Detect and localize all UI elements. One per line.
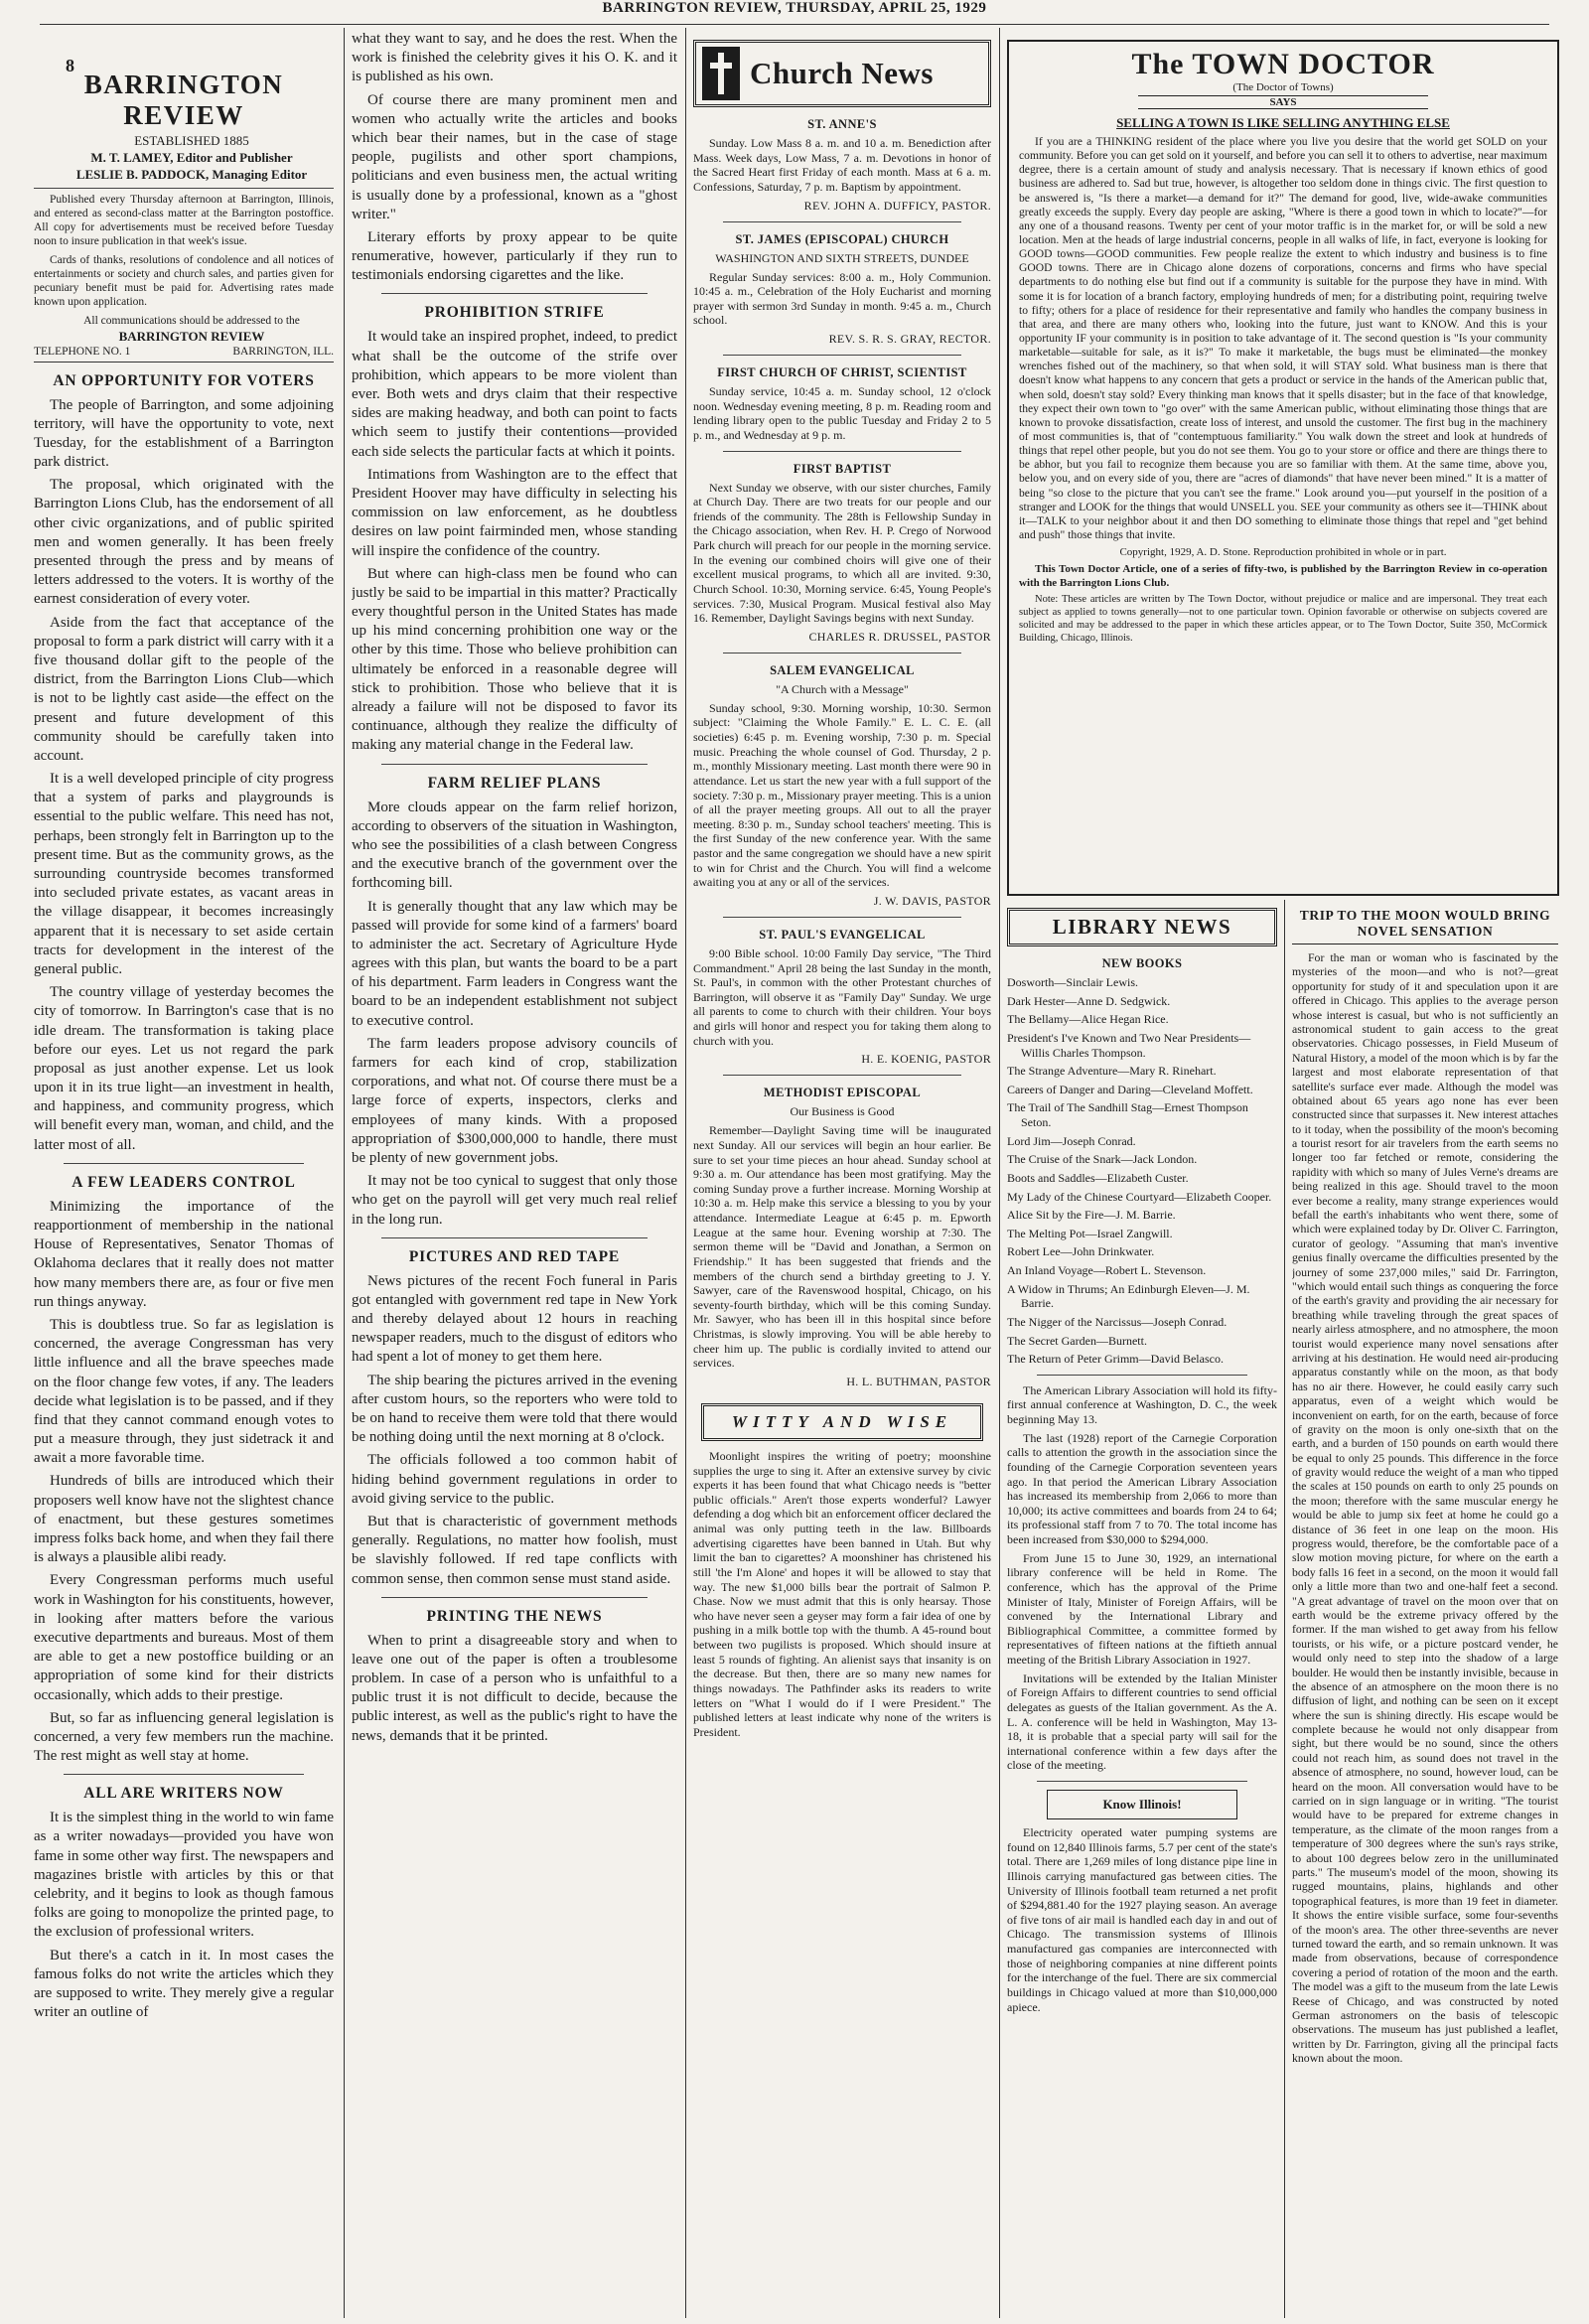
column-3-church-news [693, 40, 991, 2318]
book-item: Alice Sit by the Fire—J. M. Barrie. [1007, 1208, 1176, 1223]
page-number: 8 [66, 56, 74, 75]
book-item: An Inland Voyage—Robert L. Stevenson. [1007, 1263, 1207, 1277]
divider [381, 1597, 648, 1598]
church-pastor: H. E. KOENIG, PASTOR [861, 1052, 991, 1067]
church-title: FIRST BAPTIST [793, 461, 892, 476]
book-item: The Strange Adventure—Mary R. Rinehart. [1007, 1064, 1217, 1079]
church-pastor: CHARLES R. DRUSSEL, PASTOR [808, 629, 991, 644]
article-paragraph: It is generally thought that any law which may be passed will provide for some kind of a farmers' board to administer the act. Secretary of Agriculture Hyde agrees with this plan, but wants the board to be a part of his department. Farm leaders in Congress want the board to be an independent establishment not subject to executive control. [352, 898, 677, 1029]
article-paragraph: It may not be too cynical to suggest that only those who get on the payroll will get very much real relief in the long run. [352, 1173, 677, 1228]
book-item: The Cruise of the Snark—Jack London. [1007, 1152, 1198, 1167]
column-rule [685, 28, 686, 2318]
book-item: The Secret Garden—Burnett. [1007, 1333, 1147, 1348]
column-2 [352, 30, 677, 2318]
article-paragraph: The farm leaders propose advisory councils of farmers for each kind of crop, stabilization corporations, and what not. Of course there must be a large force of experts, inspectors, clerks and employees of many kinds. With a proposed appropriation of $300,000,000 to handle, there must be plenty of new government jobs. [352, 1035, 677, 1166]
book-item: Dark Hester—Anne D. Sedgwick. [1007, 993, 1171, 1008]
book-item: Robert Lee—John Drinkwater. [1007, 1244, 1155, 1259]
church-subtitle: Our Business is Good [790, 1104, 895, 1119]
town-doctor-box [1007, 40, 1559, 896]
address-note: All communications should be addressed to the [83, 314, 300, 327]
phone: TELEPHONE NO. 1 [34, 345, 131, 358]
contact-line [34, 346, 334, 358]
book-item: A Widow in Thrums; An Edinburgh Eleven—J. M. Barrie. [1007, 1281, 1250, 1311]
church-title: SALEM EVANGELICAL [770, 662, 915, 677]
divider [381, 293, 648, 294]
article-paragraph: It is the simplest thing in the world to win fame as a writer nowadays—provided you have won fame in some other way first. The newspapers and magazines bristle with articles by this or that celebrity, and it begins to look as though famous folks are going to monopolize the printed page, to the exclusion of professional writers. [34, 1810, 334, 1941]
book-item: Dosworth—Sinclair Lewis. [1007, 975, 1138, 989]
book-item: Lord Jim—Joseph Conrad. [1007, 1133, 1136, 1148]
masthead-editor: M. T. LAMEY, Editor and Publisher [90, 149, 293, 165]
article-title: A FEW LEADERS CONTROL [72, 1173, 296, 1191]
article-title: PROHIBITION STRIFE [424, 304, 605, 322]
article-paragraph: Intimations from Washington are to the effect that President Hoover may have difficulty in selecting his commission on law enforcement, as he doubtless desires on law point fairminded men, whose standing will inspire the confidence of the country. [352, 466, 677, 559]
book-item: Careers of Danger and Daring—Cleveland Moffett. [1007, 1082, 1253, 1096]
article-paragraph: what they want to say, and he does the rest. When the work is finished the celebrity gives it his O. K. and it is published as his own. [352, 31, 677, 85]
church-text: 9:00 Bible school. 10:00 Family Day service, "The Third Commandment." April 28 being the last Sunday in the month, St. Paul's, in common with the other Protestant churches of Barrington, will observe it as "Family Day" Sunday. We urge all parents to come to church with their children. Your boys and girls will honor and respect you for taking them along to church with you. [693, 945, 991, 1048]
article-paragraph: Aside from the fact that acceptance of the proposal to form a park district will carry with it a five thousand dollar gift to the people of the district, from the Barrington Lions Club—which is not to be lightly cast aside—the effect on the present and future development of this community should be carefully taken into account. [34, 614, 334, 764]
masthead-established: ESTABLISHED 1885 [134, 133, 249, 148]
article-paragraph: But there's a catch in it. In most cases the famous folks do not write the articles which they are supposed to write. They merely give a regular writer an outline of [34, 1947, 334, 2021]
column-4-library-news [1007, 908, 1277, 2318]
town-doctor-title: The TOWN DOCTOR [1131, 48, 1435, 80]
masthead-title: BARRINGTON REVIEW [83, 70, 284, 130]
witty-title: WITTY AND WISE [731, 1411, 953, 1431]
cross-icon [702, 47, 740, 100]
masthead [34, 70, 334, 363]
library-paragraph: The American Library Association will hold its fifty-first annual conference at Washington, D. C., the week beginning May 13. [1007, 1382, 1277, 1426]
church-text: Remember—Daylight Saving time will be inaugurated next Sunday. All our services will begin an hour earlier. Be sure to set your time pieces an hour ahead. Sunday school at 9:30 a. m. Our attendance has been most gratifying. May the coming Sunday prove a further increase. Morning Worship at 10:30 a. m. Help make this service a blessing to you by your attendance. Intermediate League at 6:45 p. m. Epworth League at the same hour. Evening worship at 7:30. The sermon theme will be "David and Jonathan, a Sermon on Friendship." It has been suggested that friends and the members of the church send a birthday greeting to J. Y. Sawyer, care of the Ravenswood hospital, Chicago, on his seventy-fourth birthday, which will be this coming Sunday. Mr. Sawyer, who has been ill in this hospital since before Christmas, is slowly improving. You will be able hereby to cheer him up. The public is cordially invited to attend our services. [693, 1123, 991, 1371]
illinois-text: Electricity operated water pumping systems are found on 12,840 Illinois farms, 5.7 per cent of the state's total. There are 1,269 miles of long distance pipe line in Illinois carrying manufactured gas between cities. The University of Illinois football team returned a net profit of $294,881.40 for the 1927 playing season. An average of five tons of air mail is handled each day in and out of Chicago. The transmission systems of Illinois manufactured gas companies are interconnected with those of neighboring companies at nine different points for the interchange of the fuel. There are six commercial buildings in Chicago valued at more than $10,000,000 apiece. [1007, 1825, 1277, 2014]
town-doctor-headline: SELLING A TOWN IS LIKE SELLING ANYTHING ELSE [1116, 115, 1450, 130]
library-title: LIBRARY NEWS [1052, 915, 1232, 939]
illinois-title: Know Illinois! [1102, 1797, 1182, 1812]
library-paragraph: From June 15 to June 30, 1929, an international library conference will be held in Rome. The conference, which has the approval of the Prime Minister of Italy, Minister of Foreign Affairs, will be convened by the International Library and Bibliographical Committee, a committee formed by representatives of fifteen nations at the fiftieth annual meeting of the British Library Association in 1927. [1007, 1550, 1277, 1667]
column-rule [999, 28, 1000, 2318]
church-text: Sunday school, 9:30. Morning worship, 10:30. Sermon subject: "Claiming the Whole Family." E. L. C. E. (all societies) 6:45 p. m. Evening worship, 7:30 p. m. Special music. Preaching the whole counsel of God. Thursday, 2 p. m., monthly Missionary meeting. Last month there were 90 in attendance. Let us start the new year with a full support of the society. 7:30 p. m., Missionary prayer meeting. This is a union of all the prayer meeting groups. All out to all the prayer meeting. 8:30 p. m., Sunday school teachers' meeting. This is the first Sunday of the new conference year. With the same pastor and the same congregation we should have a new spirit to win for Christ and the Church. You will find a welcome awaiting you at any or all of the services. [693, 700, 991, 890]
town-doctor-says: SAYS [1138, 95, 1428, 109]
witty-text: Moonlight inspires the writing of poetry; moonshine supplies the urge to sing it. After an extensive survey by civic experts it has been found that what Chicago needs is "better public officials." Aren't those experts wonderful? Lawyer defending a dog which bit an enforcement officer declared the animal was only putting teeth in the law. Billboards advertising cigarettes have been banned in Utah. But why limit the ban to cigarettes? A moonshiner has christened his still 'the I'm Alone' and hopes it will be allowed to stay that way. The new $1,000 bills bear the portrait of Salmon P. Chase. Now we must admit that this is only hearsay. Those who have never seen a geyser may form a fair idea of one by pushing in a milk bottle top with the thumb. A 45-round bout between two pugilists is proposed. Which should insure at least 5 rounds of fighting. An alienist says that insanity is on the decrease. But then, there are so many new names for things nowadays. The Pathfinder asks its readers to write letters on "What I would do if I were President." The published letters at least indicate why none of the writers is President. [693, 1448, 991, 1739]
church-news-header [693, 40, 991, 107]
divider [381, 1237, 648, 1238]
article-paragraph: But, so far as influencing general legislation is concerned, a very few members run the machine. The rest might as well stay at home. [34, 1709, 334, 1765]
divider [1037, 1375, 1247, 1376]
church-text: Regular Sunday services: 8:00 a. m., Holy Communion. 10:45 a. m., Celebration of the Holy Eucharist and morning prayer with sermon 3rd Sunday in month. 9:45 a. m., Church school. [693, 269, 991, 328]
column-5-moon-article [1292, 908, 1558, 2318]
notices-note: Cards of thanks, resolutions of condolence and all notices of entertainments or society and church sales, and parties given for pecuniary benefit must be paid for. Advertising rates made known upon application. [34, 253, 334, 309]
article-paragraph: But that is characteristic of government methods generally. Regulations, no matter how foolish, must be slavishly followed. If red tape conflicts with common sense, then common sense must stand aside. [352, 1513, 677, 1587]
article-paragraph: The country village of yesterday becomes the city of tomorrow. In Barrington's case that is no idle dream. The transformation is taking place before our eyes. Let us not regard the park proposal as just another expense. Let us look upon it in its true light—an investment in health, and happiness, and community progress, which will benefit every man, woman, and child, and the latter most of all. [34, 984, 334, 1153]
book-item: Boots and Saddles—Elizabeth Custer. [1007, 1170, 1189, 1185]
divider [64, 1774, 304, 1775]
article-title: ALL ARE WRITERS NOW [83, 1785, 284, 1803]
article-paragraph: The people of Barrington, and some adjoining territory, will have the opportunity to vote, next Tuesday, for the establishment of a Barrington park district. [34, 396, 334, 471]
divider [723, 917, 961, 918]
church-pastor: J. W. DAVIS, PASTOR [873, 893, 991, 908]
book-item: The Trail of The Sandhill Stag—Ernest Thompson Seton. [1007, 1100, 1248, 1129]
article-paragraph: It would take an inspired prophet, indeed, to predict what shall be the outcome of the strife over prohibition, which appears to be more violent than ever. Both wets and drys claim that their respective sides are making headway, and both can point to facts which seem to justify their contentions—provided each side selects the particular facts at which it points. [352, 329, 677, 460]
article-paragraph: Minimizing the importance of the reapportionment of membership in the national House of Representatives, Senator Thomas of Oklahoma declares that it really does not matter how many members there are, as four or five men run things anyway. [34, 1198, 334, 1310]
church-title: METHODIST EPISCOPAL [763, 1086, 922, 1100]
article-title: PRINTING THE NEWS [426, 1607, 603, 1625]
masthead-managing-editor: LESLIE B. PADDOCK, Managing Editor [75, 166, 308, 182]
divider [723, 221, 961, 222]
church-text: Next Sunday we observe, with our sister churches, Family at Church Day. There are two treats for our people and our friends of the community. The 28th is Fellowship Sunday in the Chicago association, when Rev. H. P. Crego of Norwood Park church will preach for our people in the morning service. In the evening our combined choirs will give one of their excellent musical programs, to which all are invited. 9:30, Church School. 10:30, Morning service. 6:45, Young People's services. 7:30, Musical Program. Musical festival also May 16. Remember, Daylight Savings begins with next Sunday. [693, 480, 991, 626]
article-paragraph: But where can high-class men be found who can justly be said to be impartial in this matter? Practically every thoughtful person in the United States has made up his mind concerning prohibition one way or the other by this time. Those who believe prohibition can ultimately be enforced in a reasonable degree will stick to prohibition. Those who believe that it is already a failure will not be disposed to favor its continuance, although they realize the difficulty of making any material change in the Federal law. [352, 565, 677, 754]
city: BARRINGTON, ILL. [232, 345, 334, 358]
church-title: ST. PAUL'S EVANGELICAL [759, 927, 926, 942]
article-paragraph: Hundreds of bills are introduced which their proposers well know have not the slightest chance of enactment, but these gestures sometimes impress folks back home, and when they fail there is always a plausible alibi ready. [34, 1473, 334, 1566]
town-doctor-subtitle: (The Doctor of Towns) [1232, 81, 1334, 93]
book-item: My Lady of the Chinese Courtyard—Elizabeth Cooper. [1007, 1189, 1272, 1204]
page-header: BARRINGTON REVIEW, THURSDAY, APRIL 25, 1929 [602, 0, 987, 16]
church-subtitle: WASHINGTON AND SIXTH STREETS, DUNDEE [715, 250, 969, 265]
church-title: ST. JAMES (EPISCOPAL) CHURCH [735, 231, 949, 246]
book-item: The Bellamy—Alice Hegan Rice. [1007, 1012, 1169, 1027]
column-1 [34, 66, 334, 2318]
book-item: President's I've Known and Two Near Presidents—Willis Charles Thompson. [1007, 1030, 1251, 1060]
article-paragraph: News pictures of the recent Foch funeral in Paris got entangled with government red tape in New York and thereby delayed about 12 hours in reaching newspaper readers, much to the disgust of editors who had spent a lot of money to get them here. [352, 1272, 677, 1366]
town-doctor-copyright: Copyright, 1929, A. D. Stone. Reproduction prohibited in whole or in part. [1119, 546, 1447, 559]
church-pastor: REV. JOHN A. DUFFICY, PASTOR. [803, 198, 991, 213]
town-doctor-header [1019, 48, 1547, 131]
divider [723, 1075, 961, 1076]
column-rule [1284, 900, 1285, 2318]
article-paragraph: The proposal, which originated with the Barrington Lions Club, has the endorsement of all other civic organizations, and of public spirited men and women generally. It has been freely presented through the press and by means of letters addressed to the voters. It is worthy of the earnest consideration of every voter. [34, 477, 334, 608]
article-paragraph: Of course there are many prominent men and women who actually write the articles and books which bear their names, but in the case of stage people, pugilists and other sport champions, politicians and even business men, the actual writing is usually done by a professional, known as a "ghost writer." [352, 91, 677, 222]
church-pastor: H. L. BUTHMAN, PASTOR [846, 1374, 991, 1388]
article-title: AN OPPORTUNITY FOR VOTERS [53, 371, 315, 389]
divider [381, 764, 648, 765]
church-subtitle: "A Church with a Message" [776, 681, 909, 696]
article-paragraph: When to print a disagreeable story and when to leave one out of the paper is often a troublesome problem. In case of a person who is unfaithful to a public trust it is not difficult to decide, because the public interest, as well as the public's right to have the news, demands that it be printed. [352, 1632, 677, 1744]
library-news-header [1007, 908, 1277, 946]
witty-and-wise-header [701, 1403, 983, 1441]
moon-text: For the man or woman who is fascinated by the mysteries of the moon—and who is not?—great opportunity for study of it and speculation upon it are offered in Chicago. This applies to the average person whose interest is casual, but who is not sufficiently an astronomical student to gain access to the great observatories. Chicago possesses, in Field Museum of Natural History, a model of the moon which is by far the largest and most elaborate representation of that satellite's surface ever made. Although the model was obtained about 65 years ago none has ever been constructed since that surpasses it. New interest attaches to it today, when the possibility of the moon's becoming a tourist resort for air travelers from the earth seems no longer too far fetched or remote, considering the rapidity with which so many of Jules Verne's dreams are being realized in this age. Should travel to the moon ever become a reality, many strange experiences would befall the earth's inhabitants who went there, some of which were explained today by Dr. Oliver C. Farrington, curator of geology. "Assuming that man's inventive genius finally overcame the difficulties presented by the journey of some 237,000 miles," said Dr. Farrington, "which would entail such things as conquering the force of the earth's gravity and providing the air necessary for breathing while traveling through the great spaces of nearly airless atmosphere, and no atmosphere, the moon tourist would experience many novel sensations after arriving at his destination. He would need air-producing apparatus constantly while on the moon, as that body has no air there. However, he could easily carry such apparatus, even of a weight which would be inconvenient on earth, for on the earth, because of force of gravity on the moon is only one-sixth that on the earth, and a burden of 150 pounds on earth would there be equal to only 25 pounds. This difference in the force of gravity would reduce the weight of a man who tipped the scales at 150 pounds on earth to only 25 pounds on the moon; therefore with the same muscular energy he would be able to jump six feet at home he could go a distance of 36 feet in one leap on the moon. His progress would, therefore, be the comfortable pace of a slow motion moving picture, for where on the earth a body falls 16 feet in a second, on the moon it would fall only a little more than two and one-half feet a second. "A great advantage of travel on the moon over that on earth would be the extreme privacy offered by the former. If the man wished to get away from his fellow tourists, or his wife, or a picture postcard vender, he would only need to step into the shadow of a large boulder. He would then be instantly invisible, because in the absence of an atmosphere on the moon there is no diffusion of light, and nothing can be seen on it except where the sun is shining directly. His escape would be complete because he would not only disappear from sight, but there would be no sound, since the others could not reach him, as sound does not travel in the absence of atmosphere, no sound, however loud, can be heard on the moon. All conversation would have to be carried on in sign language or in writing. "The tourist would have to be prepared for extreme changes in temperature, as the climate of the moon ranges from a temperature of 300 degrees where the sun's rays strike, to about 100 degrees below zero in the unilluminated parts." The museum's model of the moon, showing its rugged mountains, plains, highlands and other topographical features, is more than 19 feet in diameter. It shows the entire visible surface, some four-sevenths of the moon's area. The other three-sevenths are never turned toward the earth, and so remain unknown. It was made from observations, because of correspondence covering a period of rotation of the moon and the earth. The model was a gift to the museum from the late Lewis Reese of Chicago, and was constructed by noted German astronomers on the basis of telescopic observations. The museum has just published a leaflet, written by Dr. Farrington, giving all the principal facts known about the moon. [1292, 950, 1558, 2066]
address-name: BARRINGTON REVIEW [118, 328, 265, 344]
book-item: The Return of Peter Grimm—David Belasco. [1007, 1352, 1224, 1367]
church-pastor: REV. S. R. S. GRAY, RECTOR. [828, 332, 991, 346]
publication-note: Published every Thursday afternoon at Barrington, Illinois, and entered as second-class matter at the Barrington postoffice. All copy for advertisements must be received before Tuesday noon to insure publication in that week's issue. [34, 193, 334, 248]
church-title: FIRST CHURCH OF CHRIST, SCIENTIST [717, 365, 967, 379]
church-text: Sunday. Low Mass 8 a. m. and 10 a. m. Benediction after Mass. Week days, Low Mass, 7 a. m. Devotions in honor of the Sacred Heart first Friday of each month. Mass at 6 a. m. Confessions, Saturday, 7 p. m. Baptism by appointment. [693, 136, 991, 194]
book-item: The Nigger of the Narcissus—Joseph Conrad. [1007, 1314, 1228, 1329]
article-title: PICTURES AND RED TAPE [408, 1247, 621, 1265]
article-paragraph: The officials followed a too common habit of hiding behind government regulations in order to avoid giving service to the public. [352, 1452, 677, 1507]
church-title: ST. ANNE'S [807, 117, 877, 131]
town-doctor-series: This Town Doctor Article, one of a series of fifty-two, is published by the Barrington Review in co-operation with the Barrington Lions Club. [1019, 563, 1547, 589]
article-paragraph: Literary efforts by proxy appear to be quite renumerative, however, particularly if they run to testimonials endorsing cigarettes and the like. [352, 228, 677, 284]
divider [34, 188, 334, 189]
town-doctor-text: If you are a THINKING resident of the place where you live you desire that the world get SOLD on your community. Before you can get sold on it yourself, and before you can sell it to others to advertise, near maximum degree, there is a certain amount of study and analysis necessary. That is necessary if known ethics of good business are adhered to. Sad but true, however, is altogether too seldom done in things civic. The first question to be answered is, "Is there a market—a demand for it?" The demand for good, live, wide-awake communities greatly exceeds the supply. Every day people are asking, "Where is there a good town in which to locate?"—for any one of a thousand reasons. Twenty per cent of your motor traffic is in the market for, or will be sold a new location. Men at the heads of large industrial concerns, people in all walks of life, in fact, everyone is looking for GOOD towns—GOOD communities. Few people realize the extent to which industry and business is to fine GOOD towns. There are in Chicago alone dozens of corporations, concerns and firms who have special departments to do nothing else but find out if a community is suitable for the purpose they have in mind. With some it is for location of a branch factory, employing hundreds of men; for a distributing point, requiring twelve to fifty; others for a place of residence for their representative and family who handles the company business in that area, and there are many others who, looking into the future, just want to KNOW. And this is your opportunity IF your community is in position to take advantage of it. The second question is "Is your community marketable—suitable for sale, as it is?" To make it marketable, the bugs must be eliminated—the monkey wrenches fished out of the machinery, so that when sold, it will STAY sold. What business man is there that doesn't know what happens to any concern that gets a product or service in the hands of the American public that, when sold, doesn't stay sold? Every thinking man knows that it spells disaster; but in the face of that knowledge, they expect their own town to "go over" with the same American public, without eliminating those things that are known to provoke dissatisfaction, create loss of interest, and unsold the customer. The first bug in the machinery of most communities is, that of "contemptuous familiarity." You walk down the street and look at hundreds of things that repel other people, but you do not see them. You go to your store or office and there are things there to be abhor, but you fail to recognize them because you are so familiar with them. At the same time, above you, below you, and on every side of you, there are "acres of diamonds" that have never been mined." It is a matter of being "so close to the picture that you can't see the frame." Look around you—put yourself in the position of a stranger and LOOK for the things that would UNSELL you. SEE your community as others see it—THINK about it—TALK to your neighbor about it and then DO something to eliminate those things that repel and "get behind and push" those things that invite. [1019, 135, 1547, 541]
library-paragraph: The last (1928) report of the Carnegie Corporation calls to attention the growth in the association since the founding of the Carnegie Corporation seventeen years ago. In that period the American Library Association has increased its membership from 2,066 to more than 10,000; its active committees and boards from 24 to 64; its professional staff from 7 to 70. The total income has been increased from $30,000 to $294,000. [1007, 1430, 1277, 1546]
article-title: FARM RELIEF PLANS [427, 774, 602, 792]
book-list [1007, 975, 1277, 1367]
article-paragraph: It is a well developed principle of city progress that a system of parks and playgrounds is essential to the public welfare. This need has not, perhaps, been strongly felt in Barrington up to the present time. But as the community grows, as the surrounding countryside becomes transformed into secluded private estates, as vacant areas in the village disappear, it becomes increasingly apparent that it is necessary to set aside certain tracts for development in the interest of the general public. [34, 771, 334, 977]
article-paragraph: More clouds appear on the farm relief horizon, according to observers of the situation in Washington, who see the possibilities of a clash between Congress and the executive branch of the government over the forthcoming bill. [352, 799, 677, 892]
divider [64, 1163, 304, 1164]
column-rule [344, 28, 345, 2318]
divider [1037, 1781, 1247, 1782]
article-paragraph: This is doubtless true. So far as legislation is concerned, the average Congressman has very little influence and all the brave speeches made on the floor change few votes, if any. The leaders decide what legislation is to be passed, and if they find that they cannot command enough votes to put a measure through, they just sidetrack it and await a more favorable time. [34, 1316, 334, 1467]
town-doctor-note: Note: These articles are written by The Town Doctor, without prejudice or malice and are impersonal. They treat each subject as applied to towns generally—not to one particular town. Opinion favorable or otherwise on subjects covered are solicited and may be addressed to the paper in which these articles appear, or to The Town Doctor, Suite 350, McCormick Building, Chicago, Illinois. [1019, 594, 1547, 644]
church-news-title: Church News [750, 56, 934, 90]
divider [723, 451, 961, 452]
article-paragraph: The ship bearing the pictures arrived in the evening after custom hours, so the reporters who were told to be on hand to receive them were told that there would be nothing doing until the next morning at 8 o'clock. [352, 1372, 677, 1446]
books-title: NEW BOOKS [1101, 956, 1183, 970]
library-paragraph: Invitations will be extended by the Italian Minister of Foreign Affairs to different countries to send official delegates as guests of the Italian government. As the A. L. A. conference will be held in Washington, May 13-18, it is probable that a special party will sail for the international conference within a few days after the close of the meeting. [1007, 1670, 1277, 1773]
book-item: The Melting Pot—Israel Zangwill. [1007, 1226, 1173, 1240]
divider [723, 355, 961, 356]
divider [723, 653, 961, 654]
article-paragraph: Every Congressman performs much useful work in Washington for his constituents, however, in looking after matters before the various executive departments and bureaus. Most of them are able to get a new postoffice building or an appropriation of some kind for their districts occasionally, which adds to their prestige. [34, 1572, 334, 1703]
header-rule [40, 24, 1549, 25]
know-illinois-header [1047, 1790, 1237, 1819]
church-text: Sunday service, 10:45 a. m. Sunday school, 12 o'clock noon. Wednesday evening meeting, 8 p. m. Reading room and lending library open to the public Tuesday and Friday 2 to 5 p. m., and Wednesday at 9 p. m. [693, 384, 991, 442]
moon-title: TRIP TO THE MOON WOULD BRING NOVEL SENSATION [1292, 908, 1558, 944]
